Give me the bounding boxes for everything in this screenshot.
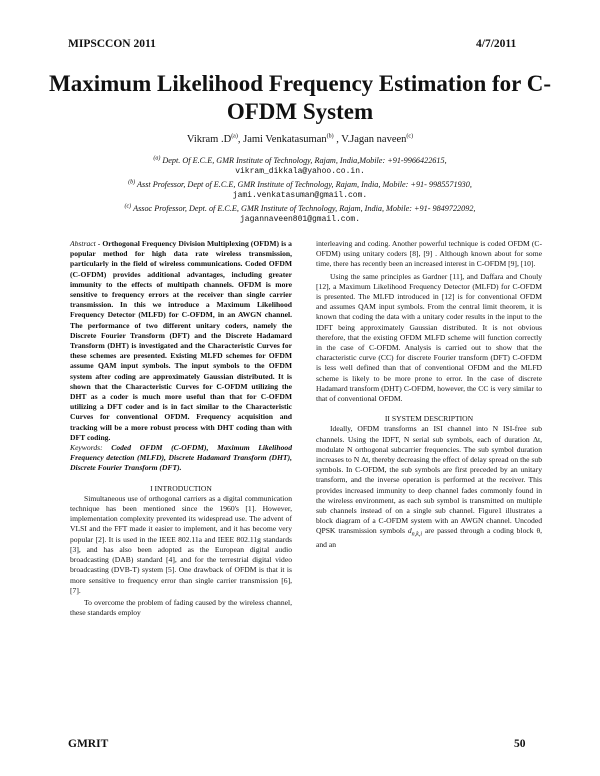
author-mark: (b) — [326, 133, 334, 140]
keywords-label: Keywords: — [70, 443, 103, 453]
header-date: 4/7/2011 — [476, 38, 517, 50]
math-symbol: d — [407, 526, 412, 536]
section-heading-system-description: II SYSTEM DESCRIPTION — [384, 414, 474, 424]
affiliation-email: jami.venkatasuman@gmail.com. — [232, 191, 368, 201]
affiliation-mark: (b) — [128, 179, 136, 186]
keywords-text: Coded OFDM (C-OFDM), Maximum Likelihood Frequency detection (MLFD), Discrete Hadamard Transform (DHT), Discrete Fourier Transform (DFT). — [70, 443, 292, 473]
affiliation-text: Asst Professor, Dept of E.C.E, GMR Institute of Technology, Rajam, India, Mobile: +91- 9985571930, — [137, 180, 472, 189]
author-line: Vikram $.D^{(a)}$, Jami Venkatasuman$^{(b)}$ , V.Jagan naveen$^{(c)}$ — [186, 133, 414, 145]
section-heading-introduction: I INTRODUCTION — [150, 483, 212, 493]
affiliation-a — [80, 156, 520, 177]
paragraph: Using the same principles as Gardner [11], and Daffara and Chouly [12], a Maximum Likelihood Frequency Detector (MLFD) for C-OFDM is presented. The MLFD introduced in [12] is for conventional OFDM and assumes QAM input symbols. From the central limit theorem, it is known that coding the data with a unitary coder results in the input to the IDFT being approximately Gaussian distributed. It is not obvious therefore, that the existing OFDM MLFD scheme will function correctly in the case of C-OFDM. Analysis is carried out to show that the characteristic curve (CC) for discrete Fourier transform (DFT) C-OFDM is less well defined than that of conventional OFDM and the MLFD scheme is likely to be more prone to error. In the case of discrete Hadamard transform (DHT) C-OFDM, however, the CC is very similar to that of conventional OFDM. — [316, 271, 542, 404]
abstract — [70, 239, 292, 443]
paragraph: Simultaneous use of orthogonal carriers as a digital communication technique has been mentioned since the 1960's [1]. However, implementation complexity prevented its widespread use. The advent of VLSI and the FFT made it easier to implement, and it has become very popular [2]. It is used in the IEEE 802.11a and IEEE 802.11g standards [3], and has also been adopted as the European digital audio broadcasting (DAB) standard [4], and for the terrestrial digital video broadcasting (DVB-T) system [5]. One drawback of OFDM is that it is more sensitive to frequency error than single carrier transmission [6], [7]. — [70, 493, 292, 595]
affiliation-c — [80, 204, 520, 225]
affiliation-b — [80, 180, 520, 201]
keywords — [70, 443, 292, 474]
paragraph — [316, 424, 542, 550]
author-name: V.Jagan naveen — [341, 134, 407, 145]
affiliation-email: jagannaveen801@gmail.com. — [239, 215, 361, 225]
abstract-text: Orthogonal Frequency Division Multiplexing (OFDM) is a popular method for high data rate wireless transmission, particularly in the field of wireless communications. Coded OFDM (C-OFDM) provides additional advantages, including greater immunity to the effects of multipath channels. OFDM is more sensitive to frequency errors at the receiver than single carrier transmission. In this we introduce a Maximum Likelihood Frequency Detector (MLFD) for C-OFDM, in an AWGN channel. The performance of two different unitary coders, namely the Discrete Fourier Transform (DFT) and the Discrete Hadamard Transform (DHT) is investigated and the Characteristic Curves for these schemes are presented. Existing MLFD schemes for OFDM assume QAM input symbols. The input symbols to the OFDM system after coding are approximately Gaussian distributed. It is shown that the Characteristic Curves for C-OFDM utilizing the DHT as a coder is much more useful than that for C-OFDM utilizing a DFT coder and is in fact similar to the Characteristic Curves for conventional OFDM. Frequency acquisition and tracking will be a more robust process with DHT coding than with DFT coding. — [70, 239, 292, 442]
math-subscript: n,k,i — [411, 532, 423, 538]
page-number: 50 — [514, 738, 526, 750]
author-name: Jami Venkatasuman — [243, 134, 327, 145]
affiliation-mark: (c) — [124, 203, 132, 210]
paragraph-text: Ideally, OFDM transforms an ISI channel into N ISI-free sub channels. Using the IDFT, N serial sub symbols, each of duration Δt, modulate N orthogonal subcarrier frequencies. The sub symbol duration increases to N Δt, thereby decreasing the effect of delay spread on the sub symbols. In C-OFDM, the sub symbols are first preceded by an unitary transform, and the inverse operation is performed at the receiver. This provides increased immunity to deep channel fades commonly found in the wireless environment, as each sub symbol is transmitted on multiple sub channels instead of on a single sub channel. Figure1 illustrates a block diagram of a C-OFDM system with an AWGN channel. Uncoded QPSK transmission symbols — [316, 424, 542, 536]
affiliation-email: vikram_dikkala@yahoo.co.in. — [235, 167, 365, 177]
header-conference: MIPSCCON 2011 — [68, 38, 156, 50]
paragraph: interleaving and coding. Another powerful technique is coded OFDM (C-OFDM) using unitary coders [8], [9] . Although known about for some time, there has recently been an increased interest in C-OFDM [9], [10]. — [316, 239, 542, 269]
affiliation-text: Assoc Professor, Dept. of E.C.E, GMR Institute of Technology, Rajam, India, Mobile: +91- 9849722092, — [133, 204, 476, 213]
left-column — [70, 239, 292, 618]
paragraph-text: are passed through a coding block θ, and an — [316, 526, 542, 550]
footer-institution: GMRIT — [68, 738, 109, 750]
author-mark: (c) — [406, 133, 414, 140]
paper-title: Maximum Likelihood Frequency Estimation for C-OFDM System — [49, 71, 551, 124]
abstract-label: Abstract - — [70, 239, 101, 248]
affiliation-mark: (a) — [153, 155, 161, 162]
paragraph: To overcome the problem of fading caused by the wireless channel, these standards employ — [70, 597, 292, 618]
right-column — [316, 239, 542, 550]
author-mark: (a) — [231, 133, 238, 140]
author-name: Vikram .D — [186, 134, 232, 145]
affiliation-text: Dept. Of E.C.E, GMR Institute of Technology, Rajam, India,Mobile: +91-9966422615, — [162, 156, 447, 165]
